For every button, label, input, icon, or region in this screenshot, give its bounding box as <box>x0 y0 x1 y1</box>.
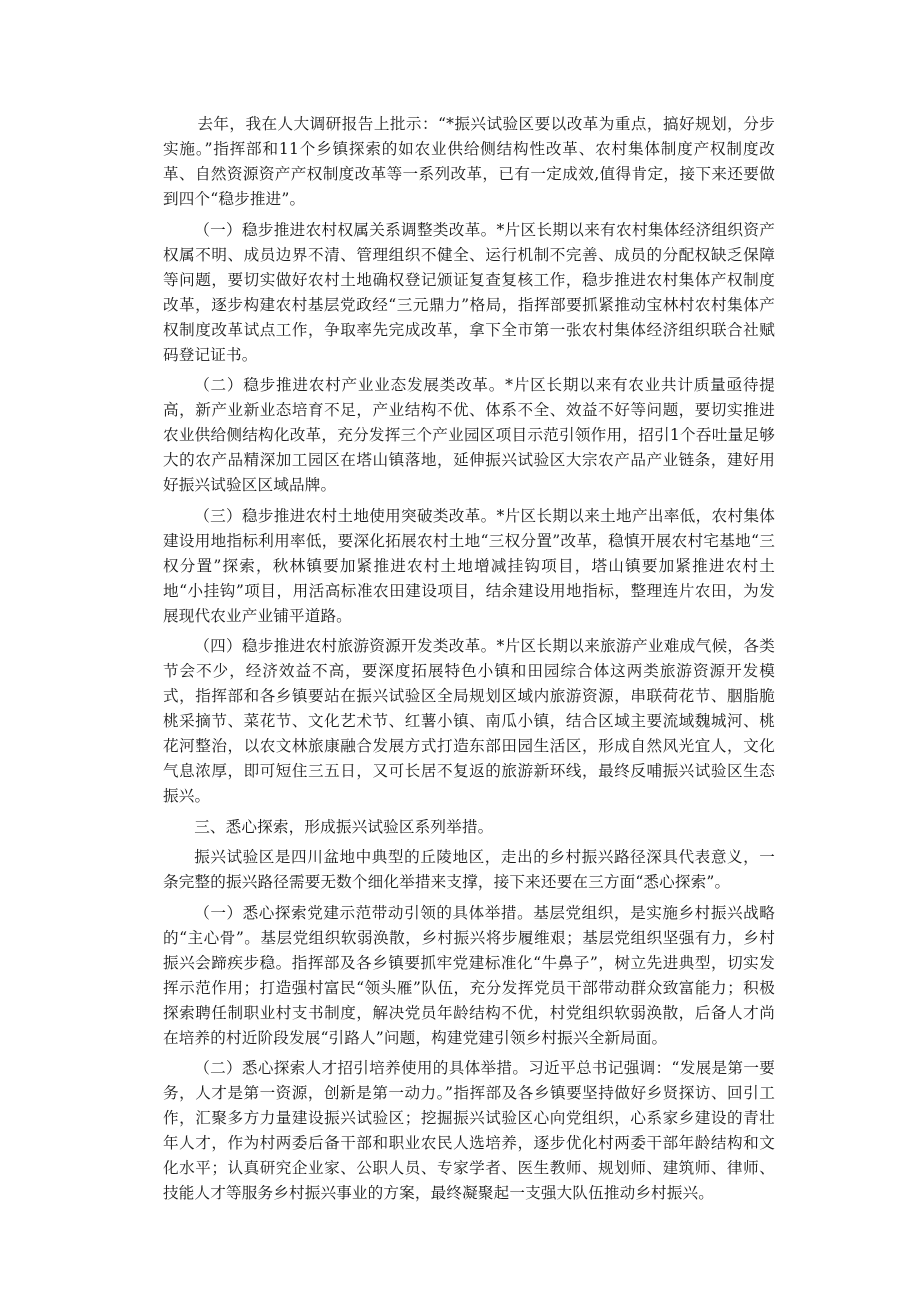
paragraph-reform-4: （四）稳步推进农村旅游资源开发类改革。*片区长期以来旅游产业难成气候，各类节会不少，经济效益不高，要深度拓展特色小镇和田园综合体这两类旅游资源开发模式，指挥部和各乡镇要站在振兴试验区全局规划区域内旅游资源，串联荷花节、胭脂脆桃采摘节、菜花节、文化艺术节、红薯小镇、南瓜小镇，结合区域主要流域魏城河、桃花河整治，以农文林旅康融合发展方式打造东部田园生活区，形成自然风光宜人，文化气息浓厚，即可短住三五日，又可长居不复返的旅游新环线，最终反哺振兴试验区生态振兴。 <box>163 637 775 805</box>
document-body <box>163 112 775 1212</box>
paragraph-reform-3: （三）稳步推进农村土地使用突破类改革。*片区长期以来土地产出率低，农村集体建设用地指标利用率低，要深化拓展农村土地“三权分置”改革，稳慎开展农村宅基地“三权分置”探索，秋林镇要加紧推进农村土地增减挂钩项目，塔山镇要加紧推进农村土地“小挂钩”项目，用活高标准农田建设项目，结余建设用地指标，整理连片农田，为发展现代农业产业铺平道路。 <box>163 506 775 625</box>
paragraph-reform-1: （一）稳步推进农村权属关系调整类改革。*片区长期以来有农村集体经济组织资产权属不明、成员边界不清、管理组织不健全、运行机制不完善、成员的分配权缺乏保障等问题，要切实做好农村土地确权登记颁证复查复核工作，稳步推进农村集体产权制度改革，逐步构建农村基层党政经“三元鼎力”格局，指挥部要抓紧推动宝林村农村集体产权制度改革试点工作，争取率先完成改革，拿下全市第一张农村集体经济组织联合社赋码登记证书。 <box>163 220 775 364</box>
paragraph-measure-1: （一）悉心探索党建示范带动引领的具体举措。基层党组织，是实施乡村振兴战略的“主心骨”。基层党组织软弱涣散，乡村振兴将步履维艰；基层党组织坚强有力，乡村振兴会蹄疾步稳。指挥部及各乡镇要抓牢党建标准化“牛鼻子”，树立先进典型，切实发挥示范作用；打造强村富民“领头雁”队伍，充分发挥党员干部带动群众致富能力；积极探索聘任制职业村支书制度，解决党员年龄结构不优，村党组织软弱涣散，后备人才尚在培养的村近阶段发展“引路人”问题，构建党建引领乡村振兴全新局面。 <box>163 903 775 1047</box>
paragraph-intro: 去年，我在人大调研报告上批示：“*振兴试验区要以改革为重点，搞好规划，分步实施。”指挥部和11个乡镇探索的如农业供给侧结构性改革、农村集体制度产权制度改革、自然资源资产产权制度改革等一系列改革，已有一定成效,值得肯定，接下来还要做到四个“稳步推进”。 <box>163 115 775 208</box>
paragraph-section-3-intro: 振兴试验区是四川盆地中典型的丘陵地区，走出的乡村振兴路径深具代表意义，一条完整的振兴路径需要无数个细化举措来支撑，接下来还要在三方面“悉心探索”。 <box>163 848 775 891</box>
section-heading-3: 三、悉心探索，形成振兴试验区系列举措。 <box>194 817 494 836</box>
paragraph-reform-2: （二）稳步推进农村产业业态发展类改革。*片区长期以来有农业共计质量亟待提高，新产业新业态培育不足，产业结构不优、体系不全、效益不好等问题，要切实推进农业供给侧结构化改革，充分发挥三个产业园区项目示范引领作用，招引1个吞吐量足够大的农产品精深加工园区在塔山镇落地，延伸振兴试验区大宗农产品产业链条，建好用好振兴试验区区域品牌。 <box>163 376 775 494</box>
paragraph-measure-2: （二）悉心探索人才招引培养使用的具体举措。习近平总书记强调：“发展是第一要务，人才是第一资源，创新是第一动力。”指挥部及各乡镇要坚持做好乡贤探访、回引工作，汇聚多方力量建设振兴试验区；挖掘振兴试验区心向党组织，心系家乡建设的青壮年人才，作为村两委后备干部和职业农民人选培养，逐步优化村两委干部年龄结构和文化水平；认真研究企业家、公职人员、专家学者、医生教师、规划师、建筑师、律师、技能人才等服务乡村振兴事业的方案，最终凝聚起一支强大队伍推动乡村振兴。 <box>163 1059 775 1202</box>
